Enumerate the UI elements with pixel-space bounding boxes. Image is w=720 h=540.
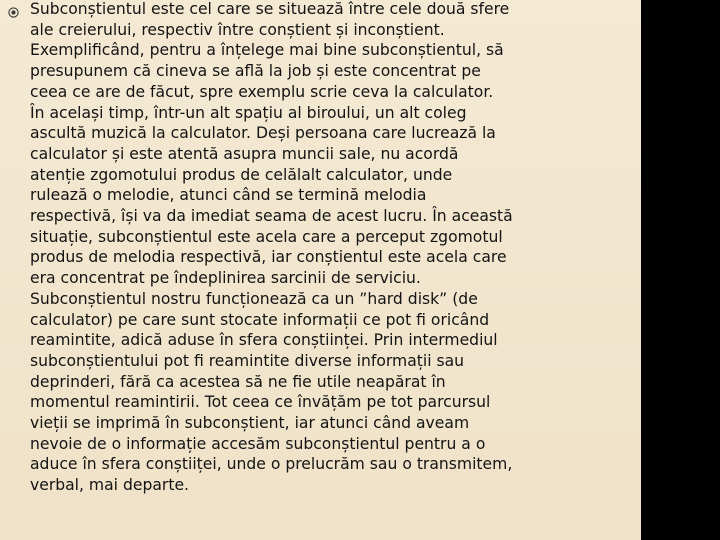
slide-paragraph: Subconștientul este cel care se situează între cele două sfere ale creierului, respectiv între conștient și inconștient. Exemplificând, pentru a înțelege mai bine subconștientul, să presupunem că cineva se află la job și este concentrat pe ceea ce are de făcut, spre exemplu scrie ceva la calculator. În același timp, într-un alt spațiu al biroului, un alt coleg ascultă muzică la calculator. Deși persoana care lucrează la calculator și este atentă asupra muncii sale, nu acordă atenție zgomotului produs de celălalt calculator, unde rulează o melodie, atunci când se termină melodia respectivă, își va da imediat seama de acest lucru. În această situație, subconștientul este acela care a perceput zgomotul produs de melodia respectivă, iar conștientul este acela care era concentrat pe îndeplinirea sarcinii de serviciu. Subconștientul nostru funcționează ca un ”hard disk” (de calculator) pe care sunt stocate informații ce pot fi oricând reamintite, adică aduse în sfera conștiinței. Prin intermediul subconștientului pot fi reamintite diverse informații sau deprinderi, fără ca acestea să ne fie utile neapărat în momentul reamintirii. Tot ceea ce învățăm pe tot parcursul vieții se imprimă în subconștient, iar atunci când aveam nevoie de o informație accesăm subconștientul pentru a o aduce în sfera conștiiței, unde o prelucrăm sau o transmitem, verbal, mai departe. bbox=[30, 0, 513, 495]
circle-dot-bullet-icon bbox=[8, 7, 19, 18]
right-accent-bar bbox=[641, 0, 720, 540]
